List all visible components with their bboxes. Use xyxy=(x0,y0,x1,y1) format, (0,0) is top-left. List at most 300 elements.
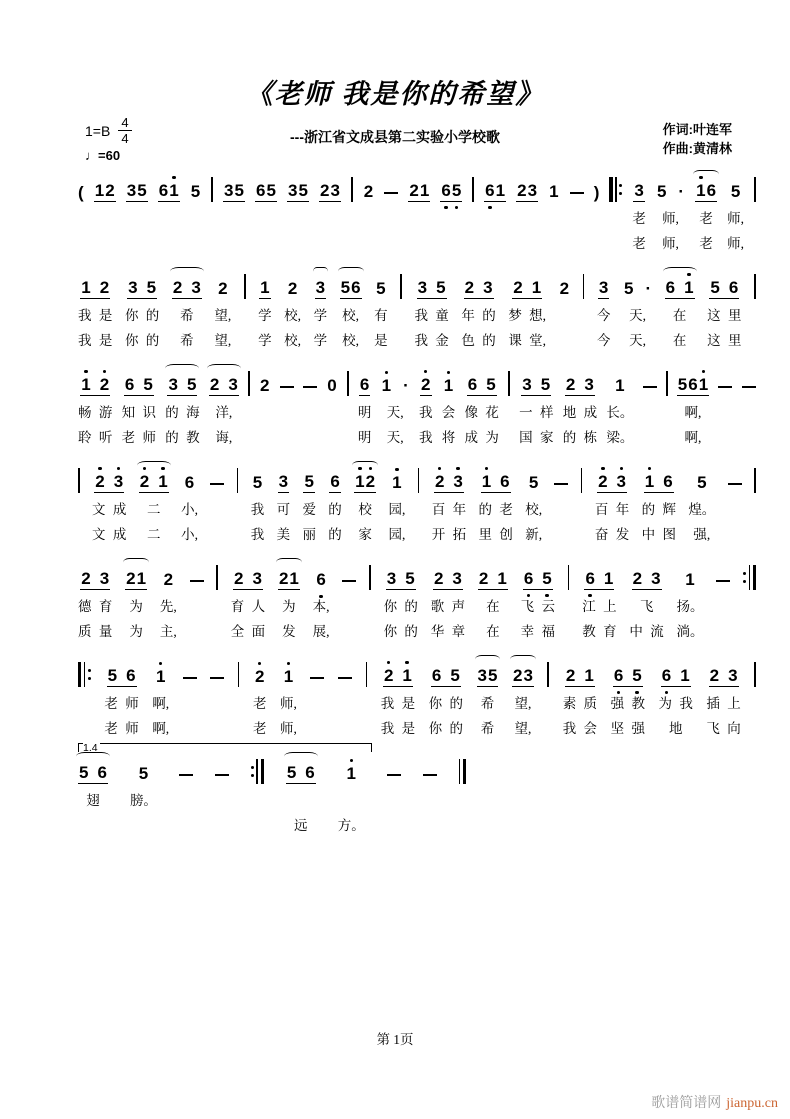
note-group xyxy=(158,181,180,202)
note-digit: 6 xyxy=(316,570,326,589)
note-row xyxy=(183,661,197,687)
tempo-marking: ♩=60 xyxy=(85,148,121,163)
note-row xyxy=(347,370,349,396)
lyric-verse2: 师, xyxy=(280,721,297,736)
note-group xyxy=(614,376,625,396)
note-group xyxy=(481,472,511,493)
lyric-verse1: 梦 想, xyxy=(508,308,547,323)
note-row xyxy=(743,564,756,590)
note-group xyxy=(190,182,201,202)
watermark-link[interactable]: jianpu.cn xyxy=(726,1096,778,1111)
note-row xyxy=(472,176,474,202)
note-row xyxy=(684,564,695,590)
note-column xyxy=(432,467,466,543)
note-column xyxy=(384,564,418,640)
note-group xyxy=(303,472,314,493)
note-row xyxy=(467,370,497,396)
lyric-verse1: 地 成 xyxy=(562,405,598,420)
lyric-verse2: 全 面 xyxy=(230,624,266,639)
note-group xyxy=(467,375,497,396)
note-row xyxy=(584,564,614,590)
note-group xyxy=(656,182,685,202)
note-group xyxy=(259,376,270,396)
note-digit: 2 xyxy=(139,472,150,491)
note-row xyxy=(209,370,239,396)
note-group xyxy=(386,569,416,590)
lyric-verse1: 扬。 xyxy=(676,599,704,614)
lyric-verse1: 学 xyxy=(313,308,328,323)
note-digit: 2 xyxy=(464,278,475,297)
note-column xyxy=(484,176,506,252)
note-group xyxy=(315,278,326,299)
note-group xyxy=(684,570,695,590)
note-column xyxy=(181,467,198,543)
note-row xyxy=(423,758,437,784)
lyric-verse1: 为 我 xyxy=(658,696,693,711)
song-subtitle: ---浙江省文成县第二实验小学校歌 xyxy=(290,129,500,145)
note-row xyxy=(666,370,668,396)
note-row xyxy=(568,564,570,590)
note-group xyxy=(598,278,609,299)
note-digit: 6 xyxy=(158,181,169,200)
slur-arc xyxy=(137,461,171,470)
note-row xyxy=(315,273,326,299)
lyric-verse2: 成 为 xyxy=(464,430,499,445)
barline xyxy=(238,662,240,687)
note-row xyxy=(512,273,542,299)
lyric-verse1: 小, xyxy=(181,502,198,517)
note-digit: 2 xyxy=(363,182,374,201)
note-row xyxy=(443,370,454,396)
note-row xyxy=(238,661,240,687)
note-digit: 1 xyxy=(156,667,166,686)
note-group xyxy=(127,278,157,299)
note-column xyxy=(381,661,415,737)
lyric-verse2: 华 章 xyxy=(430,624,466,639)
note-digit: 3 xyxy=(634,181,644,200)
note-digit: 3 xyxy=(315,278,326,297)
note-row xyxy=(80,273,110,299)
note-column xyxy=(431,564,465,640)
note-column xyxy=(629,564,663,640)
note-digit: 6 xyxy=(728,278,739,297)
note-digit: 1 xyxy=(346,764,356,783)
note-digit: 1 xyxy=(680,666,690,685)
bar-column xyxy=(754,467,756,543)
bar-column xyxy=(238,661,240,737)
barline xyxy=(508,371,510,396)
note-row xyxy=(303,467,314,493)
note-column xyxy=(695,176,717,252)
note-row xyxy=(521,370,551,396)
note-digit: 1 xyxy=(685,570,695,589)
lyric-verse2: 坚 强 xyxy=(610,721,645,736)
note-row xyxy=(754,467,756,493)
note-digit: 5 xyxy=(451,181,462,200)
lyric-verse2: 展, xyxy=(312,624,330,639)
note-column xyxy=(139,467,169,543)
lyric-verse1: 学 xyxy=(258,308,272,323)
note-group xyxy=(138,764,149,784)
note-column xyxy=(521,564,555,640)
composer: 作曲:黄清林 xyxy=(662,141,732,156)
note-row xyxy=(565,370,595,396)
lyric-verse2: 啊, xyxy=(684,430,702,445)
slur-arc xyxy=(123,558,149,567)
slur-arc xyxy=(276,558,302,567)
note-row xyxy=(528,467,539,493)
lyric-verse2: 方。 xyxy=(337,818,365,833)
lyric-verse2: 梁。 xyxy=(606,430,634,445)
volta-label: 1.4 xyxy=(83,742,98,754)
lyric-verse2: 你 的 xyxy=(383,624,418,639)
note-digit: 5 xyxy=(286,763,297,782)
bar-column xyxy=(568,564,570,640)
duration-dash xyxy=(716,580,730,582)
note-digit: 2 xyxy=(598,472,608,491)
note-row xyxy=(237,467,239,493)
note-column xyxy=(209,370,239,446)
lyric-verse2: 希 xyxy=(180,333,194,348)
note-group xyxy=(523,569,553,590)
credits xyxy=(663,120,732,158)
note-row xyxy=(252,467,263,493)
music-system xyxy=(78,467,756,543)
note-row xyxy=(319,176,341,202)
note-row xyxy=(217,273,228,299)
note-row xyxy=(581,467,583,493)
note-digit: 5 xyxy=(340,278,351,297)
note-group xyxy=(696,473,707,493)
note-group xyxy=(633,181,644,202)
note-digit: 6 xyxy=(351,278,361,297)
note-column xyxy=(742,370,756,446)
note-group xyxy=(709,278,739,299)
lyric-verse1: 你 的 xyxy=(383,599,418,614)
lyric-verse2: 我 xyxy=(250,527,265,542)
note-group xyxy=(512,666,534,687)
note-digit: 5 xyxy=(79,763,89,782)
note-digit: 0 xyxy=(327,376,337,395)
note-column xyxy=(125,273,159,349)
barline xyxy=(666,371,668,396)
note-row xyxy=(354,467,376,493)
lyric-verse1: 你 的 xyxy=(124,308,160,323)
note-digit: 2 xyxy=(559,279,570,298)
lyric-verse2: 我 会 xyxy=(562,721,598,736)
note-column xyxy=(183,661,197,737)
note-group xyxy=(80,375,110,396)
note-digit: 2 xyxy=(260,376,270,395)
note-digit: 3 xyxy=(191,278,201,297)
note-digit: 2 xyxy=(278,569,289,588)
note-group xyxy=(623,279,652,299)
barline xyxy=(459,759,466,784)
lyric-verse1: 飞 xyxy=(639,599,654,614)
note-row xyxy=(216,564,218,590)
note-row xyxy=(381,370,410,396)
note-row xyxy=(259,370,270,396)
note-group xyxy=(124,375,154,396)
note-row xyxy=(742,370,756,396)
lyric-verse1: 洋, xyxy=(215,405,233,420)
note-digit: 6 xyxy=(523,569,534,588)
duration-dash xyxy=(643,386,657,388)
note-digit: 3 xyxy=(252,569,262,588)
duration-dash xyxy=(280,386,294,388)
note-row xyxy=(696,467,707,493)
note-row xyxy=(434,467,464,493)
note-group xyxy=(464,278,494,299)
note-column xyxy=(78,176,84,252)
note-digit: 1 xyxy=(531,278,542,297)
note-row xyxy=(287,273,298,299)
note-group xyxy=(584,569,614,590)
lyric-verse2: 小, xyxy=(181,527,198,542)
lyric-verse1: 膀。 xyxy=(129,793,157,808)
note-digit: 3 xyxy=(598,278,609,297)
lyric-verse1: 二 xyxy=(147,502,161,517)
note-row xyxy=(126,176,148,202)
barline xyxy=(568,565,570,590)
barline xyxy=(211,177,213,202)
barline xyxy=(400,274,402,299)
note-row xyxy=(244,273,246,299)
note-column xyxy=(358,370,372,446)
note-row xyxy=(709,273,739,299)
note-column xyxy=(656,176,685,252)
lyric-verse2: 老 师 xyxy=(104,721,139,736)
note-row xyxy=(107,661,137,687)
note-digit: 1 xyxy=(392,473,402,492)
note-column xyxy=(519,370,553,446)
lyric-verse2: 望, xyxy=(214,333,232,348)
note-row xyxy=(139,467,169,493)
note-column xyxy=(78,564,112,640)
note-column xyxy=(190,564,204,640)
note-row xyxy=(383,661,413,687)
notation-symbol: ) xyxy=(593,183,600,202)
note-row xyxy=(716,564,730,590)
note-group xyxy=(661,666,691,687)
note-group xyxy=(359,375,370,396)
lyric-verse2: 中 流 xyxy=(629,624,664,639)
note-digit: 6 xyxy=(613,666,624,685)
note-column xyxy=(210,661,224,737)
duration-dash xyxy=(387,774,401,776)
slur-arc xyxy=(510,655,536,664)
note-group xyxy=(521,375,551,396)
note-column xyxy=(706,661,740,737)
note-column xyxy=(338,661,352,737)
lyric-verse1: 明 xyxy=(357,405,372,420)
song-title: 《老师 我是你的希望》 xyxy=(245,79,545,109)
lyric-verse2: 啊, xyxy=(152,721,170,736)
note-digit: 3 xyxy=(453,472,463,491)
duration-dash xyxy=(210,483,224,485)
lyric-verse1: 老 xyxy=(632,211,646,226)
note-digit: 2 xyxy=(632,569,643,588)
note-row xyxy=(167,370,197,396)
barline xyxy=(351,177,353,202)
note-digit: 1 xyxy=(549,182,559,201)
note-row xyxy=(400,273,402,299)
note-group xyxy=(326,376,337,396)
note-column xyxy=(707,273,741,349)
note-digit: 5 xyxy=(488,666,498,685)
note-row xyxy=(94,467,124,493)
note-row xyxy=(251,758,264,784)
note-row xyxy=(547,661,549,687)
note-digit: 3 xyxy=(330,181,340,200)
lyric-verse2: 新, xyxy=(525,527,543,542)
note-column xyxy=(277,467,291,543)
note-group xyxy=(709,666,739,687)
note-column xyxy=(172,273,202,349)
lyric-verse2: 校, xyxy=(284,333,301,348)
note-column xyxy=(642,467,676,543)
note-row xyxy=(644,467,674,493)
note-digit: 2 xyxy=(126,569,136,588)
note-row xyxy=(661,661,691,687)
note-row xyxy=(375,273,386,299)
music-system xyxy=(78,742,756,834)
lyric-verse1: 望, xyxy=(214,308,232,323)
note-digit: 3 xyxy=(126,181,137,200)
note-digit: 2 xyxy=(433,569,444,588)
lyric-verse2: 是 xyxy=(374,333,388,348)
bar-column xyxy=(347,370,349,446)
lyric-verse1: 的 海 xyxy=(165,405,200,420)
music-system xyxy=(78,370,756,446)
note-row xyxy=(351,176,353,202)
barline xyxy=(754,177,756,202)
note-column xyxy=(340,273,362,349)
lyric-verse2: 家 xyxy=(358,527,372,542)
note-row xyxy=(516,176,538,202)
lyric-verse2: 你 的 xyxy=(428,721,463,736)
lyric-verse2: 质 量 xyxy=(78,624,113,639)
note-column xyxy=(594,176,600,252)
note-digit: 3 xyxy=(288,181,298,200)
lyric-verse1: 校, xyxy=(284,308,301,323)
watermark xyxy=(651,1092,778,1112)
note-digit: 5 xyxy=(528,473,539,492)
bar-column xyxy=(472,176,474,252)
note-digit: 2 xyxy=(172,278,183,297)
note-digit: 5 xyxy=(298,181,308,200)
note-row xyxy=(124,370,154,396)
note-digit: 5 xyxy=(710,278,720,297)
note-digit: 5 xyxy=(697,473,707,492)
note-digit: 1 xyxy=(402,666,412,685)
note-row xyxy=(78,661,91,687)
lyric-verse2: 学 xyxy=(258,333,272,348)
note-digit: 2 xyxy=(478,569,489,588)
note-digit: 6 xyxy=(359,375,370,394)
slur-arc xyxy=(663,267,697,276)
note-group xyxy=(484,181,506,202)
note-digit: 1 xyxy=(158,472,168,491)
note-digit: 1 xyxy=(81,375,91,394)
augmentation-dot: · xyxy=(645,279,652,298)
lyric-verse2: 文 成 xyxy=(92,527,127,542)
note-digit: 5 xyxy=(143,375,153,394)
note-row xyxy=(433,564,463,590)
note-group xyxy=(644,472,674,493)
note-digit: 3 xyxy=(616,472,626,491)
note-digit: 5 xyxy=(304,472,314,491)
note-digit: 3 xyxy=(584,375,594,394)
lyric-verse1: 插 上 xyxy=(706,696,741,711)
note-digit: 6 xyxy=(256,181,266,200)
bar-column xyxy=(400,273,402,349)
note-column xyxy=(388,467,405,543)
bar-column xyxy=(248,370,250,446)
note-column xyxy=(384,176,398,252)
note-digit: 5 xyxy=(656,182,667,201)
note-column xyxy=(563,661,597,737)
lyric-verse2: 聆 听 xyxy=(78,430,113,445)
note-row xyxy=(255,176,277,202)
note-column xyxy=(190,176,201,252)
duration-dash xyxy=(210,677,224,679)
note-digit: 1 xyxy=(419,181,430,200)
note-column xyxy=(251,467,265,543)
note-digit: 5 xyxy=(405,569,415,588)
note-row xyxy=(478,564,508,590)
note-column xyxy=(606,370,633,446)
note-digit: 6 xyxy=(661,666,672,685)
note-digit: 1 xyxy=(260,278,270,297)
note-column xyxy=(165,370,199,446)
note-column xyxy=(130,758,157,834)
note-column xyxy=(716,564,730,640)
note-column xyxy=(611,661,645,737)
bar-column xyxy=(743,564,756,640)
note-digit: 2 xyxy=(513,666,523,685)
barline xyxy=(78,468,80,493)
note-group xyxy=(107,666,137,687)
note-digit: 6 xyxy=(485,181,495,200)
bar-column xyxy=(583,273,585,349)
lyric-verse1: 我 xyxy=(250,502,265,517)
note-digit: 5 xyxy=(266,181,276,200)
lyric-verse1: 文 成 xyxy=(92,502,127,517)
note-row xyxy=(718,370,732,396)
lyric-verse2: 老 师 xyxy=(121,430,156,445)
note-digit: 3 xyxy=(728,666,738,685)
lyric-verse2: 美 xyxy=(276,527,291,542)
note-digit: 6 xyxy=(663,472,673,491)
note-column xyxy=(259,370,270,446)
music-system xyxy=(78,273,756,349)
barline xyxy=(581,468,583,493)
barline xyxy=(743,565,756,590)
lyric-verse1: 有 xyxy=(374,308,388,323)
note-column xyxy=(223,176,245,252)
note-column xyxy=(94,176,116,252)
note-row xyxy=(369,564,371,590)
note-group xyxy=(417,278,447,299)
note-group xyxy=(565,666,595,687)
note-column xyxy=(284,273,301,349)
note-row xyxy=(459,758,466,784)
note-group xyxy=(443,376,454,396)
note-row xyxy=(190,564,204,590)
lyric-verse1: 百 年 xyxy=(431,502,467,517)
lyric-verse2: 强, xyxy=(693,527,711,542)
